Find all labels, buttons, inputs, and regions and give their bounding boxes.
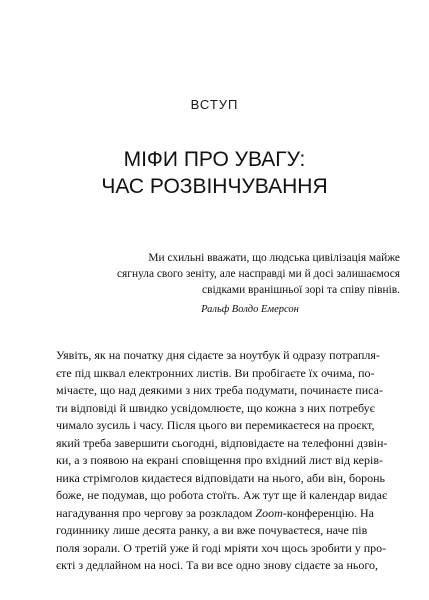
body-line: боже, не подумав, що робота стоїть. Аж тут ще й календар видає xyxy=(56,488,388,502)
epigraph xyxy=(60,250,400,318)
body-line: єте під шквал електронних листів. Ви пробігаєте їх очима, по- xyxy=(56,365,375,380)
body-line: поля зорали. О третій уже й годі мріяти хоч щось зробити у про- xyxy=(56,540,387,555)
chapter-title xyxy=(0,146,429,200)
epigraph-line: Ми схильні вважати, що людська цивілізація майже xyxy=(148,252,400,264)
epigraph-line: сягнула свого зеніту, але насправді ми й досі залишаємося xyxy=(117,268,400,280)
body-line: нагадування про чергову за розкладом Zoom-конференцію. На xyxy=(56,505,374,520)
body-line: ти відповіді й швидко усвідомлюєте, що кожна з них потребує xyxy=(56,400,375,415)
body-line: мічаєте, що над деякими з них треба подумати, починаєте писа- xyxy=(56,383,383,397)
epigraph-line: свідками вранішньої зорі та співу півнів. xyxy=(202,284,400,296)
body-line: ника стрімголов кидаєтеся відповідати на нього, аби він, боронь xyxy=(56,470,385,485)
section-label: ВСТУП xyxy=(190,97,239,112)
body-line: єкті з дедлайном на носі. Та ви все одно знову сідаєте за нього, xyxy=(56,558,379,572)
chapter-title-line: МІФИ ПРО УВАГУ: xyxy=(123,148,306,171)
body-line: ки, а з появою на екрані сповіщення про вхідний лист від керів- xyxy=(56,453,383,467)
chapter-title-line: ЧАС РОЗВІНЧУВАННЯ xyxy=(101,175,328,198)
body-line: годиннику лише десята ранку, а ви вже почуваєтеся, наче пів xyxy=(56,523,368,537)
body-line: який треба завершити сьогодні, відповідаєте на телефонні дзвін- xyxy=(56,435,388,450)
epigraph-author: Ральф Волдо Емерсон xyxy=(201,304,299,315)
body-line: Уявіть, як на початку дня сідаєте за ноутбук й одразу потрапля- xyxy=(56,348,380,362)
body-paragraph xyxy=(56,347,388,575)
body-line: чимало зусиль і часу. Після цього ви перемикаєтеся на проєкт, xyxy=(56,418,375,432)
